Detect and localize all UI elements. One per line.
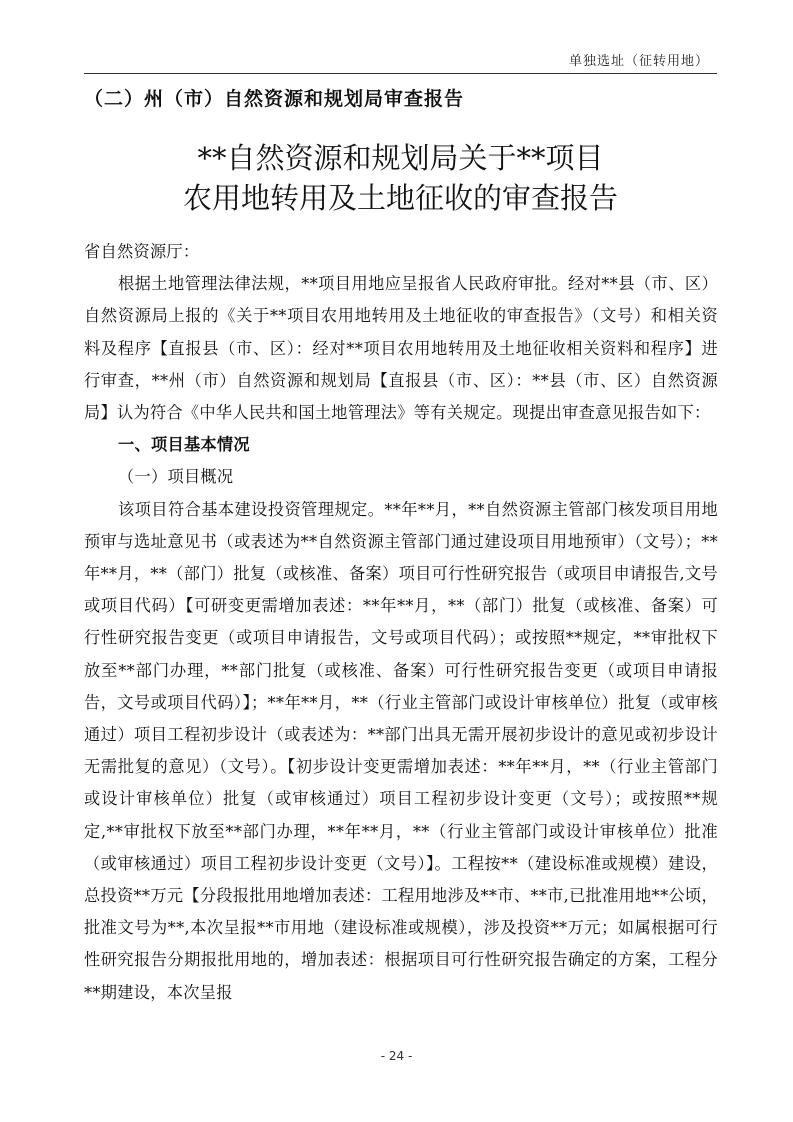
paragraph-overview: 该项目符合基本建设投资管理规定。**年**月，**自然资源主管部门核发项目用地预审与选址意见书（或表述为**自然资源主管部门通过建设项目用地预审）（文号）；**年**月，**（部门）批复（或核准、备案）项目可行性研究报告（或项目申请报告,文号或项目代码）【可研变更需增加表述：**年**月，**（部门）批复（或核准、备案）可行性研究报告变更（或项目申请报告，文号或项目代码）；或按照**规定，**审批权下放至**部门办理，**部门批复（或核准、备案）可行性研究报告变更（或项目申请报告，文号或项目代码）】；**年**月，**（行业主管部门或设计审核单位）批复（或审核通过）项目工程初步设计（或表述为：**部门出具无需开展初步设计的意见或初步设计无需批复的意见）（文号）。【初步设计变更需增加表述：**年**月，**（行业主管部门或设计审核单位）批复（或审核通过）项目工程初步设计变更（文号）；或按照**规定,**审批权下放至**部门办理，**年**月，**（行业主管部门或设计审核单位）批准（或审核通过）项目工程初步设计变更（文号）】。工程按**（建设标准或规模）建设，总投资**万元【分段报批用地增加表述：工程用地涉及**市、**市,已批准用地**公顷，批准文号为**,本次呈报**市用地（建设标准或规模），涉及投资**万元；如属根据可行性研究报告分期报批用地的，增加表述：根据项目可行性研究报告确定的方案，工程分**期建设，本次呈报 bbox=[84, 499, 718, 1002]
heading-project-basics: 一、项目基本情况 bbox=[118, 435, 250, 455]
heading-project-overview: （一）项目概况 bbox=[118, 467, 234, 487]
page-number: - 24 - bbox=[380, 1049, 413, 1063]
title-line-2: 农用地转用及土地征收的审查报告 bbox=[182, 181, 618, 215]
document-body bbox=[84, 236, 718, 1009]
salutation: 省自然资源厅： bbox=[84, 242, 200, 261]
header-divider bbox=[84, 73, 717, 74]
section-heading: （二）州（市）自然资源和规划局审查报告 bbox=[84, 88, 465, 110]
header-note: 单独选址（征转用地） bbox=[568, 54, 709, 69]
document-title bbox=[84, 138, 717, 218]
title-line-1: **自然资源和规划局关于**项目 bbox=[197, 141, 604, 175]
paragraph-intro: 根据土地管理法律法规，**项目用地应呈报省人民政府审批。经对**县（市、区）自然资源局上报的《关于**项目农用地转用及土地征收的审查报告》（文号）和相关资料及程序【直报县（市、区）：经对**项目农用地转用及土地征收相关资料和程序】进行审查，**州（市）自然资源和规划局【直报县（市、区）：**县（市、区）自然资源局】认为符合《中华人民共和国土地管理法》等有关规定。现提出审查意见报告如下： bbox=[84, 274, 718, 423]
